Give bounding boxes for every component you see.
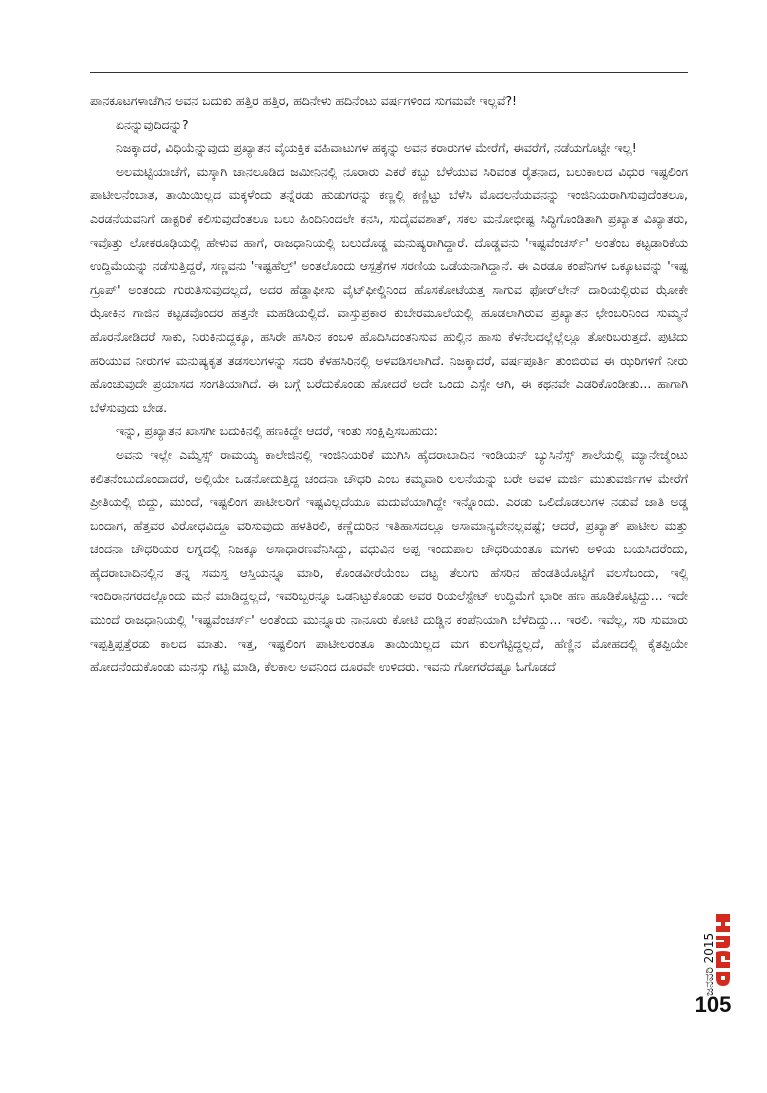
paragraph: ನಿಜಕ್ಕಾದರೆ, ವಿಧಿಯೆನ್ನುವುದು ಪ್ರಖ್ಯಾತನ ವೈಯಕ್ತಿಕ ವಹಿವಾಟುಗಳ ಹಕ್ಕನ್ನು ಅವನ ಕರಾರುಗಳ ಮೇರೆಗೆ, ಈವರೆಗೆ, ನಡೆಯಗೊಟ್ಟೇ ಇಲ್ಲ! <box>116 140 637 156</box>
paragraph: ಏನನ್ನುವುದಿದನ್ನು? <box>116 116 189 132</box>
paragraph: ಇನ್ನು, ಪ್ರಖ್ಯಾತನ ಖಾಸಗೀ ಬದುಕಿನಲ್ಲಿ ಹಣಕಿದ್ದೇ ಆದರೆ, ಇಂತು ಸಂಕ್ಷಿಪ್ತಿಸಬಹುದು: <box>116 423 438 439</box>
paragraph: ಅಲಮಟ್ಟಿಯಾಚೆಗೆ, ಮಸ್ಕಾಗಿ ಚಾನಲೂಡಿದ ಜಮೀನಿನಲ್ಲಿ ನೂರಾರು ಎಕರೆ ಕಬ್ಬು ಬೆಳೆಯುವ ಸಿರಿವಂತ ರೈತನಾದ, ಬಲುಕಾಲದ ವಿಧುರ ಇಷ್ಟಲಿಂಗ ಪಾಟೀಲನೆಂಬಾತ, ತಾಯಿಯಿಲ್ಲದ ಮಕ್ಕಳೆಂದು ತನ್ನೆರಡು ಹುಡುಗರನ್ನು ಕಣ್ಣಲ್ಲಿ ಕಣ್ಣಿಟ್ಟು ಬೆಳೆಸಿ ಮೊದಲನೆಯವನನ್ನು ಇಂಜಿನಿಯರಾಗಿಸುವುದೆಂತಲೂ, ಎರಡನೆಯವನಿಗೆ ಡಾಕ್ಟರಿಕೆ ಕಲಿಸುವುದೆಂತಲೂ ಬಲು ಹಿಂದಿನಿಂದಲೇ ಕನಸಿ, ಸುದೈವವಶಾತ್, ಸಕಲ ಮನೋಭೀಷ್ಟ ಸಿದ್ಧಿಗೊಂಡಿತಾಗಿ ಪ್ರಖ್ಯಾತ ವಿಖ್ಯಾತರು, ಇವೊತ್ತು ಲೋಕರೂಢಿಯಲ್ಲಿ ಹೇಳುವ ಹಾಗೆ, ರಾಜಧಾನಿಯಲ್ಲಿ ಬಲುದೊಡ್ಡ ಮನುಷ್ಯರಾಗಿದ್ದಾರೆ. ದೊಡ್ಡವನು 'ಇಷ್ಟವೆಂಚರ್ಸ್' ಅಂತೆಂಬ ಕಟ್ಟಡಾರಿಕೆಯ ಉದ್ದಿಮೆಯನ್ನು ನಡೆಸುತ್ತಿದ್ದರೆ, ಸಣ್ಣವನು 'ಇಷ್ಟಹೆಲ್ತ್' ಅಂತಲೊಂದು ಆಸ್ಪತ್ರೆಗಳ ಸರಣಿಯ ಒಡೆಯನಾಗಿದ್ದಾನೆ. ಈ ಎರಡೂ ಕಂಪೆನಿಗಳ ಒಕ್ಕೂಟವನ್ನು 'ಇಷ್ಟ ಗ್ರೂಪ್' ಅಂತಂದು ಗುರುತಿಸುವುದಲ್ಲದೆ, ಅದರ ಹೆಡ್ಡಾಫೀಸು ವೈಟ್‌ಫೀಲ್ಡಿನಿಂದ ಹೊಸಕೋಟೆಯತ್ತ ಸಾಗುವ ಫೋರ್‌ಲೇನ್ ದಾರಿಯಲ್ಲಿರುವ ಝೋಕೇ ಝೋಕಿನ ಗಾಜಿನ ಕಟ್ಟಡವೊಂದರ ಹತ್ತನೇ ಮಹಡಿಯಲ್ಲಿದೆ. ವಾಸ್ತುಪ್ರಕಾರ ಕುಬೇರಮೂಲೆಯಲ್ಲಿ ಹೂಡಲಾಗಿರುವ ಪ್ರಖ್ಯಾತನ ಛೇಂಬರಿನಿಂದ ಸುಮ್ಮನೆ ಹೊರನೋಡಿದರೆ ಸಾಕು, ನಿರುಕಿನುದ್ದಕ್ಕೂ, ಹಸಿರೇ ಹಸಿರಿನ ಕಂಬಳಿ ಹೊದಿಸಿದಂತನಿಸುವ ಹುಲ್ಲಿನ ಹಾಸು ಕೆಳನೆಲದಲ್ಲೆಲ್ಲೆಲ್ಲೂ ತೋರಿಬರುತ್ತದೆ. ಪುಟಿದು ಹರಿಯುವ ನೀರುಗಳ ಮನುಷ್ಯಕೃತ ತಡಸಲುಗಳನ್ನು ಸದರಿ ಕೆಳಹಸಿರಿನಲ್ಲಿ ಅಳವಡಿಸಲಾಗಿದೆ. ನಿಜಕ್ಕಾದರೆ, ವರ್ಷಪೂರ್ತಿ ತುಂಬಿರುವ ಈ ಝರಿಗಳಿಗೆ ನೀರು ಹೊಂಚುವುದೇ ಪ್ರಯಾಸದ ಸಂಗತಿಯಾಗಿದೆ. ಈ ಬಗ್ಗೆ ಬರೆದುಕೊಂಡು ಹೋದರೆ ಅದೇ ಒಂದು ಎಸ್ಸೇ ಆಗಿ, ಈ ಕಥನವೇ ಎಡರಿಕೊಂಡೀತು... ಹಾಗಾಗಿ ಬೆಳೆಸುವುದು ಬೇಡ. <box>90 163 688 415</box>
issue-date: ಜನವರಿ 2015 <box>702 932 716 996</box>
paragraph: ಅವನು ಇಲ್ಲೇ ಎಮ್ಮೆಸ್ಸ್ ರಾಮಯ್ಯ ಕಾಲೇಜಿನಲ್ಲಿ ಇಂಜಿನಿಯರಿಕೆ ಮುಗಿಸಿ ಹೈದರಾಬಾದಿನ ಇಂಡಿಯನ್ ಬ್ಯುಸಿನೆಸ್ಸ್ ಶಾಲೆಯಲ್ಲಿ ಮ್ಯಾನೇಜ್ಮೆಂಟು ಕಲಿತನೆಂಬುದೊಂದಾದರೆ, ಅಲ್ಲಿಯೇ ಒಡನೋದುತ್ತಿದ್ದ ಚಂದನಾ ಚೌಧರಿ ಎಂಬ ಕಮ್ಮವಾರಿ ಲಲನೆಯನ್ನು ಬರೇ ಅವಳ ಮರ್ಜಿ ಮುತುವರ್ಜಿಗಳ ಮೇರೆಗೆ ಪ್ರೀತಿಯಲ್ಲಿ ಬಿದ್ದು, ಮುಂದೆ, ಇಷ್ಟಲಿಂಗ ಪಾಟೀಲರಿಗೆ ಇಷ್ಟವಿಲ್ಲದೆಯೂ ಮದುವೆಯಾಗಿದ್ದೇ ಇನ್ನೊಂದು. ಎರಡು ಒಲಿದೊಡಲುಗಳ ನಡುವೆ ಜಾತಿ ಅಡ್ಡ ಬಂದಾಗ, ಹೆತ್ತವರ ವಿರೋಧವಿದ್ದೂ ವರಿಸುವುದು ಹಳತಿರಲಿ, ಕಣ್ಣೆದುರಿನ ಇತಿಹಾಸದಲ್ಲೂ ಅಸಾಮಾನ್ಯವೇನಲ್ಲವಷ್ಟೆ; ಆದರೆ, ಪ್ರಖ್ಯಾತ್ ಪಾಟೀಲ ಮತ್ತು ಚಂದನಾ ಚೌಧರಿಯರ ಲಗ್ನದಲ್ಲಿ ನಿಜಕ್ಕೂ ಅಸಾಧಾರಣವೆನಿಸಿದ್ದು, ವಧುವಿನ ಅಪ್ಪ ಇಂದುಪಾಲ ಚೌಧರಿಯಂತೂ ಮಗಳು ಅಳಿಯ ಬಯಸಿದರೆಂದು, ಹೈದರಾಬಾದಿನಲ್ಲಿನ ತನ್ನ ಸಮಸ್ತ ಆಸ್ತಿಯನ್ನೂ ಮಾರಿ, ಕೊಂಡವೀರೆಯೆಂಬ ದಟ್ಟ ತೆಲುಗು ಹೆಸರಿನ ಹೆಂಡತಿಯೊಟ್ಟಿಗೆ ವಲಸೆಬಂದು, ಇಲ್ಲಿ ಇಂದಿರಾನಗರದಲ್ಲೊಂದು ಮನೆ ಮಾಡಿದ್ದಲ್ಲದೆ, ಇವರಿಬ್ಬರನ್ನೂ ಒಡನಿಟ್ಟುಕೊಂಡು ಅವರ ರಿಯಲೆಸ್ಟೇಟ್ ಉದ್ದಿಮೆಗೆ ಭಾರೀ ಹಣ ಹೂಡಿಕೊಟ್ಟಿದ್ದು... ಇದೇ ಮುಂದೆ ರಾಜಧಾನಿಯಲ್ಲಿ 'ಇಷ್ಟವೆಂಚರ್ಸ್' ಅಂತೆಂದು ಮುನ್ನೂರು ನಾನೂರು ಕೋಟಿ ದುಡ್ಡಿನ ಕಂಪೆನಿಯಾಗಿ ಬೆಳೆದಿದ್ದು... ಇರಲಿ. ಇವೆಲ್ಲ, ಸರಿ ಸುಮಾರು ಇಪ್ಪತ್ತಿಪ್ಪತ್ತೆರಡು ಕಾಲದ ಮಾತು. ಇತ್ತ, ಇಷ್ಟಲಿಂಗ ಪಾಟೀಲರಂತೂ ತಾಯಿಯಿಲ್ಲದ ಮಗ ಕುಲಗೆಟ್ಟಿದ್ದಲ್ಲದೆ, ಹೆಣ್ಣಿನ ಮೋಹದಲ್ಲಿ ಕೈತಪ್ಪಿಯೇ ಹೋದನೆಂದುಕೊಂಡು ಮನಸ್ಸು ಗಟ್ಟಿ ಮಾಡಿ, ಕೆಲಕಾಲ ಅವನಿಂದ ದೂರವೇ ಉಳಿದರು. ಇವನು ಗೋಗರೆದಷ್ಟೂ ಓಗೊಡದೆ <box>90 446 688 675</box>
magazine-sidebar <box>697 810 733 996</box>
paragraph: ಪಾನಕೂಟಗಳಾಚೆಗಿನ ಅವನ ಬದುಕು ಹತ್ತಿರ ಹತ್ತಿರ, ಹದಿನೇಳು ಹದಿನೆಂಟು ವರ್ಷಗಳಿಂದ ಸುಗಮವೇ ಇಲ್ಲವೆ?! <box>90 93 518 108</box>
article-body <box>90 89 688 679</box>
magazine-logo <box>713 912 733 988</box>
page-number: 105 <box>694 992 732 1017</box>
header-rule <box>90 72 688 73</box>
